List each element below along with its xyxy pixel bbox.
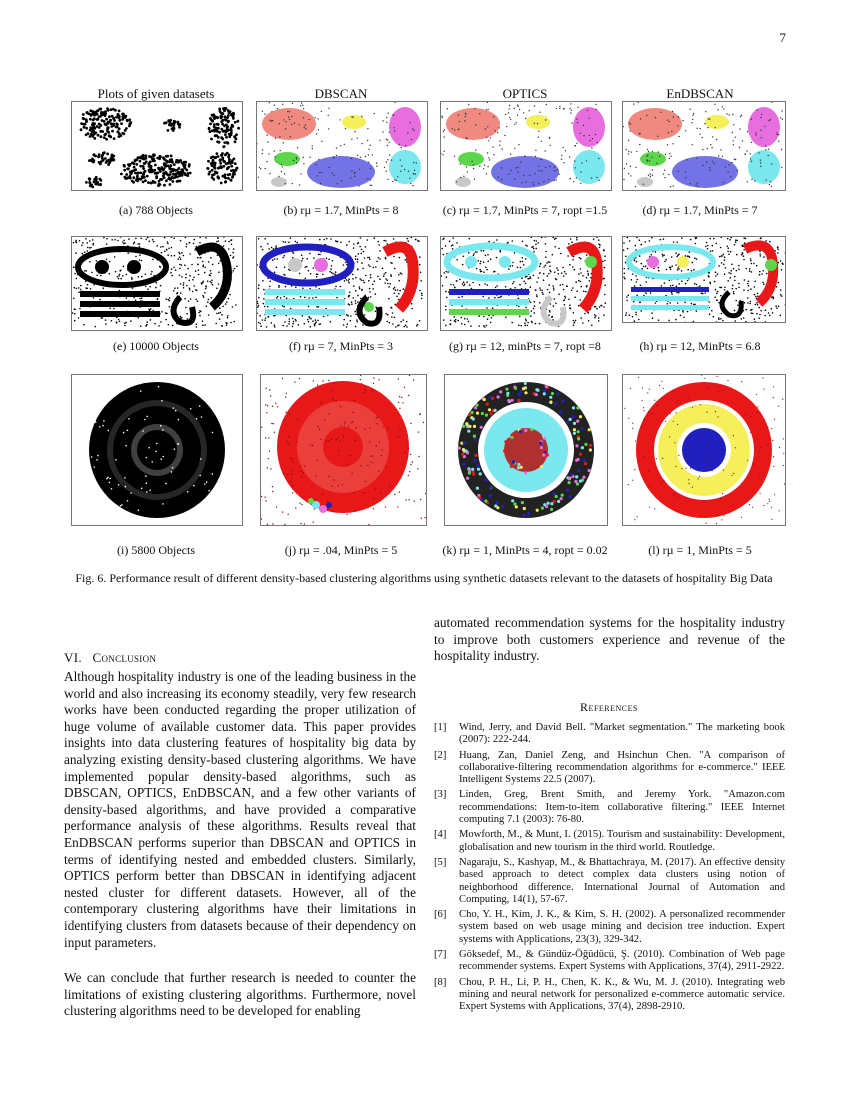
plot-a-dataset-788 [71, 101, 243, 191]
conclusion-paragraph-2: We can conclude that further research is needed to counter the limitations of existing clustering algorithms. Furthermore, novel clustering algorithms need to be developed for enabling [64, 970, 416, 1019]
column-header-datasets: Plots of given datasets [97, 86, 215, 101]
scatter-e [72, 237, 242, 330]
column-header-optics: OPTICS [502, 86, 548, 101]
section-heading [64, 650, 156, 666]
scatter-l [623, 375, 785, 525]
cluster-magenta [748, 107, 780, 147]
cluster-pink [262, 108, 316, 140]
plot-j-dbscan-5800 [260, 374, 427, 526]
cluster-pink [446, 108, 500, 140]
cluster-magenta [573, 107, 605, 147]
conclusion-paragraph-2-continued: automated recommendation systems for the hospitality industry to improve both customers experience and revenue of the hospitality industry. [434, 615, 785, 664]
plot-k-optics-5800 [444, 374, 608, 526]
cluster-gray [455, 177, 471, 187]
caption-h: (h) rµ = 12, MinPts = 6.8 [639, 339, 761, 353]
cluster-green [640, 152, 666, 166]
scatter-a [72, 102, 242, 190]
reference-item: [7] Göksedef, M., & Gündüz-Öğüdücü, Ş. (2010). Combination of Web page recommender systems. Expert Systems with Applications, 37(4), 2911-2922. [434, 949, 785, 973]
plot-b-dbscan-788 [256, 101, 428, 191]
plot-c-optics-788 [440, 101, 612, 191]
scatter-g [441, 237, 611, 330]
caption-k: (k) rµ = 1, MinPts = 4, ropt = 0.02 [442, 543, 608, 557]
cluster-blue [491, 156, 559, 188]
plot-f-dbscan-10000 [256, 236, 428, 331]
conclusion-paragraph-1: Although hospitality industry is one of the leading business in the world and also increasing its economy steadily, very few research works have been conducted regarding the proper utilization of huge volume of available customer data. This paper provides insights into data clustering features of hospitality big data by analyzing existing density-based clustering algorithms. We have implemented popular density-based algorithms, such as DBSCAN, OPTICS, EnDBSCAN, and a few other variants of density-based algorithms, and have provided a comparative performance analysis of these algorithms. Results reveal that EnDBSCAN performs superior than DBSCAN and OPTICS in terms of identifying nested and embedded clusters. Similarly, OPTICS perform better than DBSCAN in identifying adjacent nested cluster for different datasets. However, all of the contemporary clustering algorithms have their limitations in identifying clusters from datasets because of their dependency on input parameters. [64, 669, 416, 950]
scatter-i [72, 375, 242, 525]
references-list [434, 722, 785, 1017]
cluster-magenta [389, 107, 421, 147]
column-header-endbscan: EnDBSCAN [666, 86, 734, 101]
caption-i: (i) 5800 Objects [117, 543, 195, 557]
caption-e: (e) 10000 Objects [113, 339, 199, 353]
plot-g-optics-10000 [440, 236, 612, 331]
cluster-yellow [526, 115, 550, 129]
caption-c: (c) rµ = 1.7, MinPts = 7, ropt =1.5 [442, 203, 608, 217]
reference-item: [5] Nagaraju, S., Kashyap, M., & Bhattachraya, M. (2017). An effective density based approach to detect complex data clusters using notion of neighborhood difference. International Journal of Automation and Computing, 14(1), 57-67. [434, 856, 785, 905]
plot-e-dataset-10000 [71, 236, 243, 331]
cluster-yellow [342, 115, 366, 129]
column-header-dbscan: DBSCAN [314, 86, 368, 101]
plot-i-dataset-5800 [71, 374, 243, 526]
reference-item: [1] Wind, Jerry, and David Bell. "Market segmentation." The marketing book (2007): 222-244. [434, 722, 785, 746]
scatter-c [441, 102, 611, 190]
reference-item: [2] Huang, Zan, Daniel Zeng, and Hsinchun Chen. "A comparison of collaborative-filtering recommendation algorithms for e-commerce." IEEE Intelligent Systems 22.5 (2007). [434, 749, 785, 786]
caption-l: (l) rµ = 1, MinPts = 5 [648, 543, 752, 557]
scatter-k [445, 375, 607, 525]
caption-g: (g) rµ = 12, minPts = 7, ropt =8 [449, 339, 601, 353]
scatter-h [623, 237, 785, 322]
scatter-j [261, 375, 426, 525]
cluster-gray [637, 177, 653, 187]
references-heading: References [580, 700, 638, 714]
plot-l-endbscan-5800 [622, 374, 786, 526]
cluster-pink [628, 108, 682, 140]
scatter-f [257, 237, 427, 330]
scatter-d [623, 102, 785, 190]
cluster-yellow [705, 115, 729, 129]
figure-caption: Fig. 6. Performance result of different density-based clustering algorithms using synthetic datasets relevant to the datasets of hospitality Big Data [75, 571, 773, 585]
section-number: VI. [64, 650, 82, 665]
caption-j: (j) rµ = .04, MinPts = 5 [284, 543, 398, 557]
reference-item: [8] Chou, P. H., Li, P. H., Chen, K. K., & Wu, M. J. (2010). Integrating web mining and neural network for personalized e-commerce automatic service. Expert Systems with Applications, 37(4), 2898-2910. [434, 976, 785, 1013]
scatter-b [257, 102, 427, 190]
plot-d-endbscan-788 [622, 101, 786, 191]
page-number: 7 [779, 30, 786, 45]
cluster-blue [307, 156, 375, 188]
cluster-cyan [748, 150, 780, 184]
reference-item: [4] Mowforth, M., & Munt, I. (2015). Tourism and sustainability: Development, globalisation and new tourism in the third world. Routledge. [434, 829, 785, 853]
reference-item: [6] Cho, Y. H., Kim, J. K., & Kim, S. H. (2002). A personalized recommender system based on web usage mining and decision tree induction. Expert systems with Applications, 23(3), 329-342. [434, 909, 785, 945]
cluster-gray [271, 177, 287, 187]
cluster-green [458, 152, 484, 166]
cluster-cyan [573, 150, 605, 184]
caption-a: (a) 788 Objects [119, 203, 193, 217]
caption-d: (d) rµ = 1.7, MinPts = 7 [642, 203, 758, 217]
caption-b: (b) rµ = 1.7, MinPts = 8 [283, 203, 399, 217]
reference-item: [3] Linden, Greg, Brent Smith, and Jeremy York. "Amazon.com recommendations: Item-to-item collaborative filtering." IEEE Internet computing 7.1 (2003): 76-80. [434, 789, 785, 826]
plot-h-endbscan-10000 [622, 236, 786, 323]
section-title: Conclusion [92, 650, 157, 665]
cluster-cyan [389, 150, 421, 184]
caption-f: (f) rµ = 7, MinPts = 3 [288, 339, 394, 353]
